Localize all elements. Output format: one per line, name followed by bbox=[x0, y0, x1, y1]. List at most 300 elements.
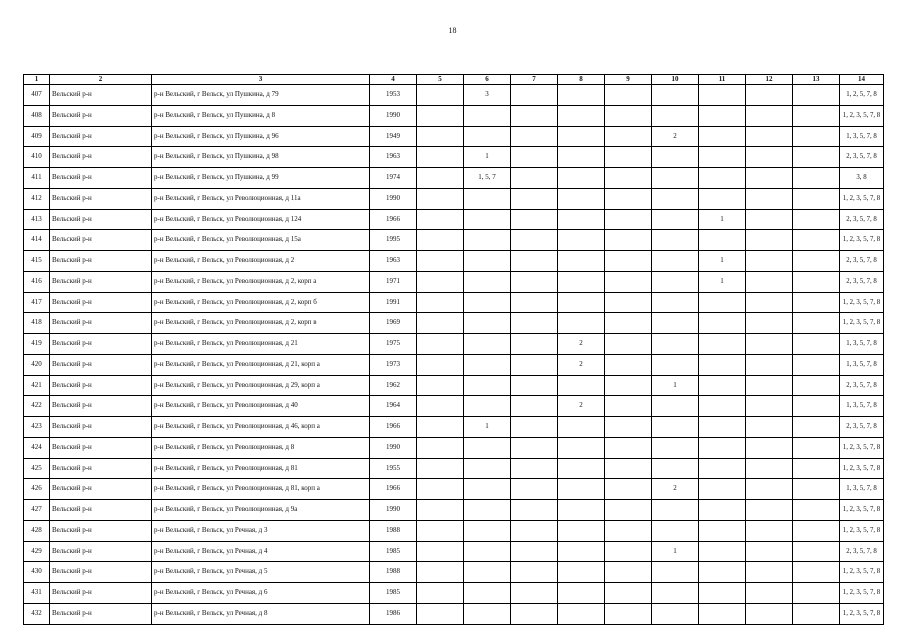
col-7-cell bbox=[511, 562, 558, 583]
year-cell: 1990 bbox=[370, 437, 417, 458]
col-13-cell bbox=[793, 85, 840, 106]
col-5-cell bbox=[417, 188, 464, 209]
col-7-cell bbox=[511, 479, 558, 500]
row-number-cell: 413 bbox=[24, 209, 50, 230]
col-12-cell bbox=[746, 541, 793, 562]
col-10-cell bbox=[652, 230, 699, 251]
col-12-cell bbox=[746, 479, 793, 500]
col-6-cell bbox=[464, 292, 511, 313]
col-13-cell bbox=[793, 603, 840, 624]
col-5-cell bbox=[417, 147, 464, 168]
district-cell: Вельский р-н bbox=[50, 375, 152, 396]
district-cell: Вельский р-н bbox=[50, 541, 152, 562]
table-row bbox=[24, 479, 884, 500]
col-11-cell bbox=[699, 520, 746, 541]
col-6-cell bbox=[464, 437, 511, 458]
col-11-cell bbox=[699, 105, 746, 126]
col-7-cell bbox=[511, 458, 558, 479]
district-cell: Вельский р-н bbox=[50, 458, 152, 479]
page-number: 18 bbox=[448, 26, 457, 35]
col-7-cell bbox=[511, 188, 558, 209]
column-header-11: 11 bbox=[699, 75, 746, 85]
col-6-cell bbox=[464, 105, 511, 126]
col-13-cell bbox=[793, 126, 840, 147]
col-11-cell bbox=[699, 188, 746, 209]
col-12-cell bbox=[746, 458, 793, 479]
col-7-cell bbox=[511, 396, 558, 417]
col-14-cell: 1, 2, 3, 5, 7, 8 bbox=[840, 520, 884, 541]
col-14-cell: 2, 3, 5, 7, 8 bbox=[840, 251, 884, 272]
district-cell: Вельский р-н bbox=[50, 562, 152, 583]
col-11-cell: 1 bbox=[699, 251, 746, 272]
col-12-cell bbox=[746, 396, 793, 417]
address-cell: р-н Вельский, г Вельск, ул Речная, д 4 bbox=[152, 541, 370, 562]
column-header-13: 13 bbox=[793, 75, 840, 85]
table-row bbox=[24, 188, 884, 209]
col-6-cell bbox=[464, 520, 511, 541]
col-5-cell bbox=[417, 126, 464, 147]
col-6-cell bbox=[464, 458, 511, 479]
row-number-cell: 410 bbox=[24, 147, 50, 168]
col-6-cell bbox=[464, 230, 511, 251]
year-cell: 1985 bbox=[370, 583, 417, 604]
year-cell: 1995 bbox=[370, 230, 417, 251]
table-row bbox=[24, 520, 884, 541]
col-8-cell bbox=[558, 209, 605, 230]
district-cell: Вельский р-н bbox=[50, 603, 152, 624]
col-5-cell bbox=[417, 479, 464, 500]
year-cell: 1988 bbox=[370, 562, 417, 583]
column-header-7: 7 bbox=[511, 75, 558, 85]
col-13-cell bbox=[793, 541, 840, 562]
col-10-cell bbox=[652, 168, 699, 189]
header-row bbox=[24, 75, 884, 85]
col-14-cell: 1, 2, 3, 5, 7, 8 bbox=[840, 583, 884, 604]
year-cell: 1955 bbox=[370, 458, 417, 479]
table-row bbox=[24, 334, 884, 355]
district-cell: Вельский р-н bbox=[50, 251, 152, 272]
year-cell: 1971 bbox=[370, 271, 417, 292]
col-9-cell bbox=[605, 105, 652, 126]
col-14-cell: 2, 3, 5, 7, 8 bbox=[840, 375, 884, 396]
col-8-cell bbox=[558, 458, 605, 479]
col-13-cell bbox=[793, 417, 840, 438]
col-13-cell bbox=[793, 271, 840, 292]
col-7-cell bbox=[511, 354, 558, 375]
col-12-cell bbox=[746, 271, 793, 292]
col-5-cell bbox=[417, 271, 464, 292]
col-11-cell bbox=[699, 417, 746, 438]
column-header-12: 12 bbox=[746, 75, 793, 85]
col-14-cell: 1, 2, 3, 5, 7, 8 bbox=[840, 230, 884, 251]
col-9-cell bbox=[605, 479, 652, 500]
district-cell: Вельский р-н bbox=[50, 396, 152, 417]
address-cell: р-н Вельский, г Вельск, ул Революционная, д 2, корп б bbox=[152, 292, 370, 313]
col-5-cell bbox=[417, 375, 464, 396]
col-12-cell bbox=[746, 105, 793, 126]
col-9-cell bbox=[605, 541, 652, 562]
col-9-cell bbox=[605, 437, 652, 458]
row-number-cell: 430 bbox=[24, 562, 50, 583]
col-10-cell bbox=[652, 209, 699, 230]
col-11-cell bbox=[699, 375, 746, 396]
col-11-cell bbox=[699, 230, 746, 251]
col-13-cell bbox=[793, 105, 840, 126]
col-7-cell bbox=[511, 209, 558, 230]
col-8-cell bbox=[558, 583, 605, 604]
col-14-cell: 1, 2, 3, 5, 7, 8 bbox=[840, 188, 884, 209]
year-cell: 1964 bbox=[370, 396, 417, 417]
col-5-cell bbox=[417, 437, 464, 458]
year-cell: 1986 bbox=[370, 603, 417, 624]
col-8-cell bbox=[558, 126, 605, 147]
col-7-cell bbox=[511, 147, 558, 168]
col-14-cell: 2, 3, 5, 7, 8 bbox=[840, 541, 884, 562]
col-12-cell bbox=[746, 500, 793, 521]
col-11-cell bbox=[699, 437, 746, 458]
address-cell: р-н Вельский, г Вельск, ул Революционная, д 15а bbox=[152, 230, 370, 251]
district-cell: Вельский р-н bbox=[50, 168, 152, 189]
col-9-cell bbox=[605, 126, 652, 147]
row-number-cell: 416 bbox=[24, 271, 50, 292]
column-header-14: 14 bbox=[840, 75, 884, 85]
row-number-cell: 432 bbox=[24, 603, 50, 624]
col-6-cell: 3 bbox=[464, 85, 511, 106]
district-cell: Вельский р-н bbox=[50, 230, 152, 251]
col-6-cell bbox=[464, 396, 511, 417]
table-row bbox=[24, 105, 884, 126]
col-10-cell bbox=[652, 271, 699, 292]
col-7-cell bbox=[511, 292, 558, 313]
col-14-cell: 1, 2, 3, 5, 7, 8 bbox=[840, 562, 884, 583]
table-row bbox=[24, 375, 884, 396]
year-cell: 1988 bbox=[370, 520, 417, 541]
col-11-cell: 1 bbox=[699, 271, 746, 292]
address-cell: р-н Вельский, г Вельск, ул Речная, д 5 bbox=[152, 562, 370, 583]
col-11-cell bbox=[699, 147, 746, 168]
table-body bbox=[24, 85, 884, 625]
district-cell: Вельский р-н bbox=[50, 126, 152, 147]
col-9-cell bbox=[605, 292, 652, 313]
col-7-cell bbox=[511, 105, 558, 126]
col-12-cell bbox=[746, 168, 793, 189]
table-row bbox=[24, 168, 884, 189]
col-14-cell: 1, 2, 3, 5, 7, 8 bbox=[840, 105, 884, 126]
col-14-cell: 1, 2, 3, 5, 7, 8 bbox=[840, 500, 884, 521]
col-7-cell bbox=[511, 437, 558, 458]
col-5-cell bbox=[417, 500, 464, 521]
col-13-cell bbox=[793, 188, 840, 209]
table-row bbox=[24, 292, 884, 313]
year-cell: 1974 bbox=[370, 168, 417, 189]
address-cell: р-н Вельский, г Вельск, ул Революционная, д 9а bbox=[152, 500, 370, 521]
row-number-cell: 420 bbox=[24, 354, 50, 375]
col-12-cell bbox=[746, 147, 793, 168]
col-14-cell: 3, 8 bbox=[840, 168, 884, 189]
col-11-cell bbox=[699, 500, 746, 521]
col-5-cell bbox=[417, 520, 464, 541]
col-12-cell bbox=[746, 85, 793, 106]
row-number-cell: 418 bbox=[24, 313, 50, 334]
col-14-cell: 1, 3, 5, 7, 8 bbox=[840, 396, 884, 417]
col-14-cell: 1, 3, 5, 7, 8 bbox=[840, 334, 884, 355]
col-8-cell bbox=[558, 313, 605, 334]
table-row bbox=[24, 417, 884, 438]
col-8-cell bbox=[558, 105, 605, 126]
address-cell: р-н Вельский, г Вельск, ул Революционная, д 40 bbox=[152, 396, 370, 417]
col-5-cell bbox=[417, 458, 464, 479]
col-13-cell bbox=[793, 562, 840, 583]
col-5-cell bbox=[417, 168, 464, 189]
col-6-cell bbox=[464, 251, 511, 272]
col-9-cell bbox=[605, 188, 652, 209]
row-number-cell: 428 bbox=[24, 520, 50, 541]
year-cell: 1975 bbox=[370, 334, 417, 355]
row-number-cell: 425 bbox=[24, 458, 50, 479]
col-12-cell bbox=[746, 375, 793, 396]
col-10-cell bbox=[652, 396, 699, 417]
year-cell: 1949 bbox=[370, 126, 417, 147]
col-5-cell bbox=[417, 105, 464, 126]
col-9-cell bbox=[605, 583, 652, 604]
col-6-cell bbox=[464, 209, 511, 230]
table-row bbox=[24, 603, 884, 624]
col-13-cell bbox=[793, 479, 840, 500]
col-6-cell bbox=[464, 375, 511, 396]
col-11-cell bbox=[699, 583, 746, 604]
col-14-cell: 1, 3, 5, 7, 8 bbox=[840, 354, 884, 375]
table-row bbox=[24, 396, 884, 417]
col-11-cell bbox=[699, 313, 746, 334]
col-7-cell bbox=[511, 541, 558, 562]
address-cell: р-н Вельский, г Вельск, ул Революционная, д 2, корп в bbox=[152, 313, 370, 334]
col-7-cell bbox=[511, 168, 558, 189]
address-cell: р-н Вельский, г Вельск, ул Пушкина, д 79 bbox=[152, 85, 370, 106]
row-number-cell: 429 bbox=[24, 541, 50, 562]
district-cell: Вельский р-н bbox=[50, 583, 152, 604]
table-row bbox=[24, 313, 884, 334]
col-11-cell bbox=[699, 85, 746, 106]
year-cell: 1966 bbox=[370, 479, 417, 500]
col-9-cell bbox=[605, 313, 652, 334]
col-5-cell bbox=[417, 417, 464, 438]
col-6-cell: 1, 5, 7 bbox=[464, 168, 511, 189]
address-cell: р-н Вельский, г Вельск, ул Революционная, д 8 bbox=[152, 437, 370, 458]
address-cell: р-н Вельский, г Вельск, ул Речная, д 8 bbox=[152, 603, 370, 624]
address-cell: р-н Вельский, г Вельск, ул Пушкина, д 98 bbox=[152, 147, 370, 168]
table-row bbox=[24, 271, 884, 292]
col-8-cell bbox=[558, 188, 605, 209]
col-6-cell: 1 bbox=[464, 417, 511, 438]
col-12-cell bbox=[746, 292, 793, 313]
address-cell: р-н Вельский, г Вельск, ул Революционная, д 46, корп а bbox=[152, 417, 370, 438]
col-10-cell bbox=[652, 437, 699, 458]
col-5-cell bbox=[417, 334, 464, 355]
col-13-cell bbox=[793, 168, 840, 189]
col-8-cell bbox=[558, 603, 605, 624]
district-cell: Вельский р-н bbox=[50, 292, 152, 313]
col-11-cell bbox=[699, 479, 746, 500]
row-number-cell: 412 bbox=[24, 188, 50, 209]
address-cell: р-н Вельский, г Вельск, ул Революционная, д 2, корп а bbox=[152, 271, 370, 292]
col-12-cell bbox=[746, 354, 793, 375]
district-cell: Вельский р-н bbox=[50, 334, 152, 355]
district-cell: Вельский р-н bbox=[50, 479, 152, 500]
col-14-cell: 1, 2, 3, 5, 7, 8 bbox=[840, 313, 884, 334]
col-12-cell bbox=[746, 562, 793, 583]
year-cell: 1969 bbox=[370, 313, 417, 334]
address-cell: р-н Вельский, г Вельск, ул Пушкина, д 8 bbox=[152, 105, 370, 126]
col-13-cell bbox=[793, 520, 840, 541]
col-9-cell bbox=[605, 354, 652, 375]
col-8-cell bbox=[558, 292, 605, 313]
col-12-cell bbox=[746, 313, 793, 334]
address-cell: р-н Вельский, г Вельск, ул Революционная, д 81, корп а bbox=[152, 479, 370, 500]
col-10-cell bbox=[652, 520, 699, 541]
col-11-cell bbox=[699, 458, 746, 479]
col-11-cell bbox=[699, 168, 746, 189]
col-9-cell bbox=[605, 230, 652, 251]
year-cell: 1973 bbox=[370, 354, 417, 375]
col-11-cell bbox=[699, 603, 746, 624]
col-9-cell bbox=[605, 603, 652, 624]
col-10-cell: 1 bbox=[652, 375, 699, 396]
district-cell: Вельский р-н bbox=[50, 437, 152, 458]
col-9-cell bbox=[605, 168, 652, 189]
col-7-cell bbox=[511, 85, 558, 106]
table-row bbox=[24, 458, 884, 479]
col-10-cell: 2 bbox=[652, 126, 699, 147]
year-cell: 1990 bbox=[370, 188, 417, 209]
table-row bbox=[24, 562, 884, 583]
column-header-3: 3 bbox=[152, 75, 370, 85]
col-8-cell bbox=[558, 562, 605, 583]
col-12-cell bbox=[746, 230, 793, 251]
col-10-cell bbox=[652, 458, 699, 479]
col-7-cell bbox=[511, 251, 558, 272]
col-10-cell bbox=[652, 313, 699, 334]
col-8-cell bbox=[558, 500, 605, 521]
col-7-cell bbox=[511, 126, 558, 147]
address-cell: р-н Вельский, г Вельск, ул Пушкина, д 96 bbox=[152, 126, 370, 147]
row-number-cell: 407 bbox=[24, 85, 50, 106]
col-11-cell bbox=[699, 126, 746, 147]
row-number-cell: 426 bbox=[24, 479, 50, 500]
col-13-cell bbox=[793, 334, 840, 355]
col-14-cell: 1, 2, 3, 5, 7, 8 bbox=[840, 458, 884, 479]
address-cell: р-н Вельский, г Вельск, ул Революционная, д 2 bbox=[152, 251, 370, 272]
col-10-cell bbox=[652, 603, 699, 624]
district-cell: Вельский р-н bbox=[50, 105, 152, 126]
address-cell: р-н Вельский, г Вельск, ул Речная, д 3 bbox=[152, 520, 370, 541]
col-10-cell bbox=[652, 354, 699, 375]
table-row bbox=[24, 583, 884, 604]
col-6-cell bbox=[464, 541, 511, 562]
col-7-cell bbox=[511, 603, 558, 624]
col-14-cell: 2, 3, 5, 7, 8 bbox=[840, 209, 884, 230]
address-cell: р-н Вельский, г Вельск, ул Революционная, д 29, корп а bbox=[152, 375, 370, 396]
col-12-cell bbox=[746, 520, 793, 541]
district-cell: Вельский р-н bbox=[50, 500, 152, 521]
col-13-cell bbox=[793, 437, 840, 458]
col-14-cell: 2, 3, 5, 7, 8 bbox=[840, 271, 884, 292]
row-number-cell: 421 bbox=[24, 375, 50, 396]
row-number-cell: 419 bbox=[24, 334, 50, 355]
district-cell: Вельский р-н bbox=[50, 417, 152, 438]
table-row bbox=[24, 437, 884, 458]
year-cell: 1990 bbox=[370, 105, 417, 126]
col-10-cell bbox=[652, 417, 699, 438]
col-14-cell: 2, 3, 5, 7, 8 bbox=[840, 147, 884, 168]
col-13-cell bbox=[793, 209, 840, 230]
col-11-cell bbox=[699, 541, 746, 562]
col-12-cell bbox=[746, 188, 793, 209]
col-5-cell bbox=[417, 251, 464, 272]
column-header-4: 4 bbox=[370, 75, 417, 85]
col-11-cell bbox=[699, 396, 746, 417]
col-10-cell bbox=[652, 292, 699, 313]
col-7-cell bbox=[511, 500, 558, 521]
col-10-cell bbox=[652, 85, 699, 106]
col-5-cell bbox=[417, 209, 464, 230]
col-9-cell bbox=[605, 85, 652, 106]
col-6-cell bbox=[464, 313, 511, 334]
col-13-cell bbox=[793, 230, 840, 251]
col-10-cell bbox=[652, 500, 699, 521]
col-12-cell bbox=[746, 437, 793, 458]
year-cell: 1962 bbox=[370, 375, 417, 396]
col-14-cell: 1, 2, 3, 5, 7, 8 bbox=[840, 437, 884, 458]
col-14-cell: 1, 3, 5, 7, 8 bbox=[840, 126, 884, 147]
col-14-cell: 2, 3, 5, 7, 8 bbox=[840, 417, 884, 438]
col-6-cell bbox=[464, 562, 511, 583]
col-12-cell bbox=[746, 417, 793, 438]
col-5-cell bbox=[417, 396, 464, 417]
row-number-cell: 414 bbox=[24, 230, 50, 251]
col-9-cell bbox=[605, 458, 652, 479]
col-8-cell bbox=[558, 147, 605, 168]
col-8-cell bbox=[558, 251, 605, 272]
col-5-cell bbox=[417, 230, 464, 251]
col-9-cell bbox=[605, 251, 652, 272]
col-7-cell bbox=[511, 313, 558, 334]
col-5-cell bbox=[417, 354, 464, 375]
col-12-cell bbox=[746, 251, 793, 272]
row-number-cell: 431 bbox=[24, 583, 50, 604]
row-number-cell: 411 bbox=[24, 168, 50, 189]
col-9-cell bbox=[605, 500, 652, 521]
col-11-cell bbox=[699, 562, 746, 583]
col-13-cell bbox=[793, 147, 840, 168]
year-cell: 1966 bbox=[370, 209, 417, 230]
col-6-cell bbox=[464, 126, 511, 147]
col-14-cell: 1, 3, 5, 7, 8 bbox=[840, 479, 884, 500]
col-8-cell bbox=[558, 520, 605, 541]
column-header-10: 10 bbox=[652, 75, 699, 85]
col-13-cell bbox=[793, 583, 840, 604]
row-number-cell: 427 bbox=[24, 500, 50, 521]
col-8-cell: 2 bbox=[558, 354, 605, 375]
row-number-cell: 409 bbox=[24, 126, 50, 147]
col-10-cell: 1 bbox=[652, 541, 699, 562]
column-header-5: 5 bbox=[417, 75, 464, 85]
table-row bbox=[24, 147, 884, 168]
col-9-cell bbox=[605, 375, 652, 396]
col-10-cell: 2 bbox=[652, 479, 699, 500]
col-12-cell bbox=[746, 334, 793, 355]
address-cell: р-н Вельский, г Вельск, ул Революционная, д 11а bbox=[152, 188, 370, 209]
col-5-cell bbox=[417, 292, 464, 313]
